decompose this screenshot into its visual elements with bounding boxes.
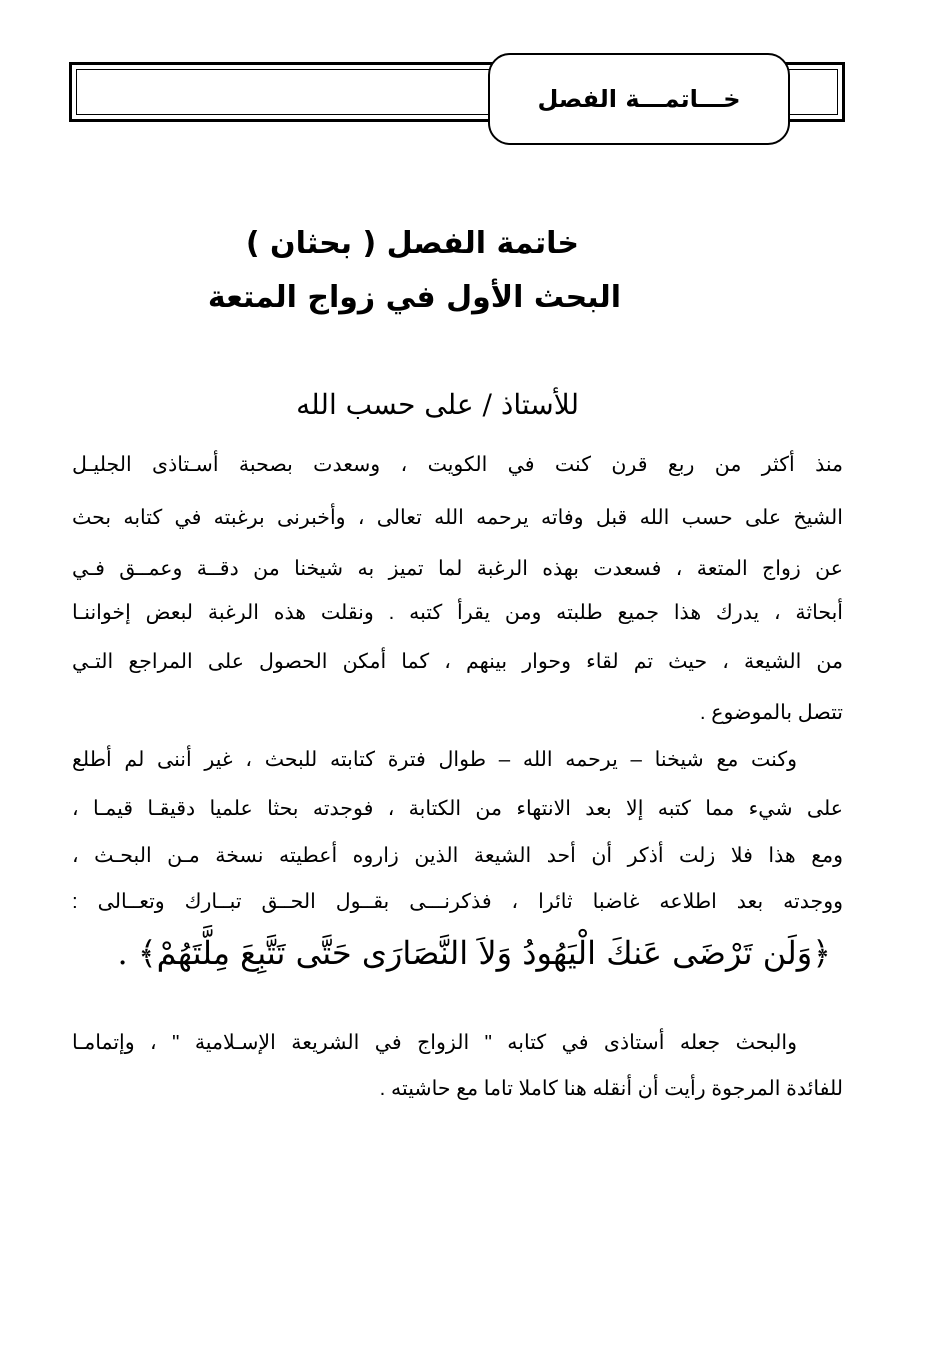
paragraph-3-line-2: للفائدة المرجوة رأيت أن أنقله هنا كاملا تاما مع حاشيته . bbox=[379, 1077, 843, 1100]
header-label: خـــاتمـــة الفصل bbox=[537, 85, 741, 113]
paragraph-2-line-3: ومع هذا فلا زلت أذكر أن أحد الشيعة الذين زاروه أعطيته نسخة مـن البحـث ، bbox=[72, 844, 843, 867]
paragraph-1-line-1: منذ أكثر من ربع قرن كنت في الكويت ، وسعدت بصحبة أسـتاذى الجليـل bbox=[72, 453, 843, 476]
paragraph-1-line-3: عن زواج المتعة ، فسعدت بهذه الرغبة لما تميز به شيخنا من دقــة وعمــق فـي bbox=[72, 557, 843, 580]
header-label-box bbox=[488, 53, 790, 145]
paragraph-1-line-6: تتصل بالموضوع . bbox=[699, 701, 843, 724]
paragraph-1-line-4: أبحاثة ، يدرك هذا جميع طلبته ومن يقرأ كتبه . ونقلت هذه الرغبة لبعض إخواننـا bbox=[72, 601, 843, 624]
paragraph-3-line-1: والبحث جعله أستاذى في كتابه " الزواج في الشريعة الإسـلامية " ، وإتمامـا bbox=[72, 1031, 797, 1054]
quran-verse: ﴿وَلَن تَرْضَى عَنكَ الْيَهُودُ وَلاَ النَّصَارَى حَتَّى تَتَّبِعَ مِلَّتَهُمْ﴾ . bbox=[117, 934, 831, 972]
paragraph-1-line-5: من الشيعة ، حيث تم لقاء وحوار بينهم ، كما أمكن الحصول على المراجع التـي bbox=[72, 650, 843, 673]
paragraph-2-line-4: ووجدته بعد اطلاعه غاضبا ثائرا ، فذكرنـــى بقــول الحــق تبــارك وتعــالى : bbox=[72, 890, 843, 913]
chapter-conclusion-title: خاتمة الفصل ( بحثان ) bbox=[245, 226, 579, 261]
paragraph-1-line-2: الشيخ على حسب الله قبل وفاته يرحمه الله تعالى ، وأخبرنى برغبته في كتابه بحث bbox=[72, 506, 843, 529]
first-research-title: البحث الأول في زواج المتعة bbox=[207, 280, 621, 315]
author-line: للأستاذ / على حسب الله bbox=[296, 388, 579, 421]
paragraph-2-line-2: على شيء مما كتبه إلا بعد الانتهاء من الكتابة ، فوجدته بحثا علميا دقيقـا قيمـا ، bbox=[72, 797, 843, 820]
paragraph-2-line-1: وكنت مع شيخنا – يرحمه الله – طوال فترة كتابته للبحث ، غير أننى لم أطلع bbox=[72, 748, 797, 771]
